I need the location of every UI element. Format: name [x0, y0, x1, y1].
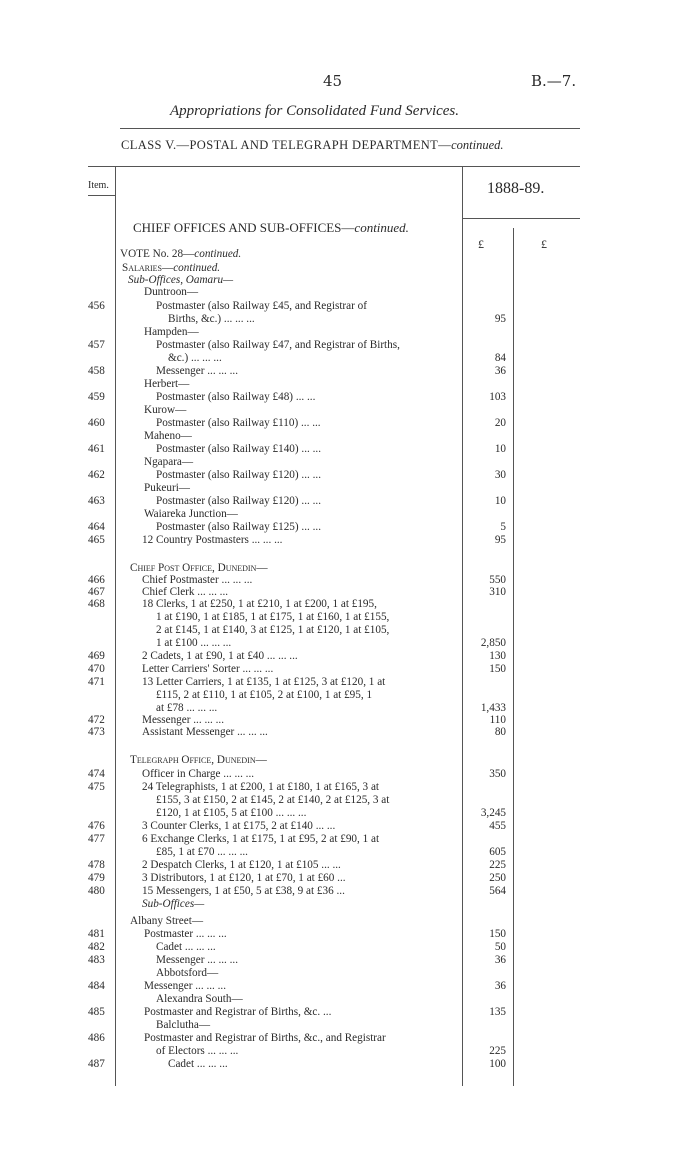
table-row — [0, 846, 580, 859]
table-row — [0, 624, 580, 637]
row-description: Telegraph Office, Dunedin— — [130, 754, 267, 766]
item-number: 481 — [88, 928, 105, 940]
item-number: 460 — [88, 417, 105, 429]
table-row — [0, 781, 580, 794]
class-heading-main: CLASS V.—POSTAL AND TELEGRAPH DEPARTMENT— — [121, 138, 452, 152]
row-description: Albany Street— — [130, 915, 204, 927]
row-amount: 10 — [494, 495, 506, 507]
section-title-main: CHIEF OFFICES AND SUB-OFFICES— — [133, 220, 355, 235]
item-number: 475 — [88, 781, 105, 793]
row-description: Cadet ... ... ... — [168, 1058, 228, 1070]
row-amount: 10 — [494, 443, 506, 455]
table-row — [0, 807, 580, 820]
item-number: 461 — [88, 443, 105, 455]
item-number: 485 — [88, 1006, 105, 1018]
item-number: 480 — [88, 885, 105, 897]
table-row — [0, 404, 580, 417]
table-row — [0, 1019, 580, 1032]
table-row — [0, 300, 580, 313]
row-description: of Electors ... ... ... — [156, 1045, 239, 1057]
row-amount: 135 — [489, 1006, 506, 1018]
row-description: Assistant Messenger ... ... ... — [142, 726, 268, 738]
row-description: Chief Postmaster ... ... ... — [142, 574, 253, 586]
row-amount: 80 — [494, 726, 506, 738]
row-description: Postmaster ... ... ... — [144, 928, 227, 940]
row-description: Letter Carriers' Sorter ... ... ... — [142, 663, 274, 675]
document-reference: B.—7. — [531, 72, 577, 90]
row-description: 1 at £100 ... ... ... — [156, 637, 232, 649]
row-description: Abbotsford— — [156, 967, 219, 979]
table-row — [0, 820, 580, 833]
row-amount: 95 — [494, 313, 506, 325]
row-description: 6 Exchange Clerks, 1 at £175, 1 at £95, 2 at £90, 1 at — [142, 833, 380, 845]
row-description: VOTE No. 28—continued. — [120, 248, 242, 260]
table-row — [0, 391, 580, 404]
row-amount: 30 — [494, 469, 506, 481]
row-description: Chief Post Office, Dunedin— — [130, 562, 268, 574]
table-row — [0, 689, 580, 702]
table-row — [0, 768, 580, 781]
item-number: 463 — [88, 495, 105, 507]
row-amount: 50 — [494, 941, 506, 953]
item-number: 473 — [88, 726, 105, 738]
row-description: Sub-Offices— — [142, 898, 205, 910]
item-number: 479 — [88, 872, 105, 884]
table-row — [0, 469, 580, 482]
row-amount: 5 — [500, 521, 506, 533]
item-number: 470 — [88, 663, 105, 675]
item-number: 471 — [88, 676, 105, 688]
row-description: £120, 1 at £105, 5 at £100 ... ... ... — [156, 807, 307, 819]
year-header-rule — [462, 218, 580, 219]
row-description: Duntroon— — [144, 286, 199, 298]
class-heading-continued: continued. — [451, 138, 504, 152]
row-description: Postmaster (also Railway £140) ... ... — [156, 443, 321, 455]
item-number: 467 — [88, 586, 105, 598]
row-description: Messenger ... ... ... — [156, 365, 239, 377]
row-description: 15 Messengers, 1 at £50, 5 at £38, 9 at £36 ... — [142, 885, 345, 897]
table-row — [0, 650, 580, 663]
row-amount: 3,245 — [480, 807, 506, 819]
table-row — [0, 611, 580, 624]
item-number: 464 — [88, 521, 105, 533]
item-number: 478 — [88, 859, 105, 871]
item-number: 458 — [88, 365, 105, 377]
table-row — [0, 915, 580, 928]
item-number: 468 — [88, 598, 105, 610]
row-description: Ngapara— — [144, 456, 194, 468]
row-amount: 20 — [494, 417, 506, 429]
row-amount: 250 — [489, 872, 506, 884]
item-number: 456 — [88, 300, 105, 312]
table-row — [0, 482, 580, 495]
table-row — [0, 521, 580, 534]
page-subtitle: Appropriations for Consolidated Fund Services. — [170, 103, 460, 119]
table-row — [0, 1006, 580, 1019]
row-description: at £78 ... ... ... — [156, 702, 218, 714]
table-row — [0, 941, 580, 954]
row-description: Postmaster (also Railway £110) ... ... — [156, 417, 321, 429]
row-description: £155, 3 at £150, 2 at £145, 2 at £140, 2 at £125, 3 at — [156, 794, 390, 806]
table-row — [0, 378, 580, 391]
row-amount: 150 — [489, 928, 506, 940]
row-description: Postmaster (also Railway £47, and Registrar of Births, — [156, 339, 400, 351]
row-amount: 1,433 — [480, 702, 506, 714]
item-number: 459 — [88, 391, 105, 403]
row-description: Chief Clerk ... ... ... — [142, 586, 229, 598]
table-row — [0, 663, 580, 676]
table-row — [0, 954, 580, 967]
row-description: Salaries—continued. — [122, 262, 221, 274]
table-row — [0, 794, 580, 807]
row-description: 12 Country Postmasters ... ... ... — [142, 534, 283, 546]
row-amount: 550 — [489, 574, 506, 586]
table-row — [0, 885, 580, 898]
currency-symbol-left: £ — [478, 237, 484, 251]
item-number: 482 — [88, 941, 105, 953]
table-row — [0, 443, 580, 456]
year-column-header: 1888-89. — [487, 180, 545, 197]
table-row — [0, 1032, 580, 1045]
table-row — [0, 248, 580, 261]
row-description: Postmaster (also Railway £48) ... ... — [156, 391, 316, 403]
item-number: 465 — [88, 534, 105, 546]
table-row — [0, 352, 580, 365]
row-description: £85, 1 at £70 ... ... ... — [156, 846, 248, 858]
table-row — [0, 833, 580, 846]
table-row — [0, 365, 580, 378]
page-number: 45 — [323, 72, 343, 90]
item-number: 484 — [88, 980, 105, 992]
table-row — [0, 1045, 580, 1058]
item-number: 487 — [88, 1058, 105, 1070]
row-description: Postmaster (also Railway £45, and Registrar of — [156, 300, 367, 312]
row-description: Cadet ... ... ... — [156, 941, 216, 953]
subtitle-rule — [120, 128, 580, 129]
item-number: 474 — [88, 768, 105, 780]
row-description: 1 at £190, 1 at £185, 1 at £175, 1 at £160, 1 at £155, — [156, 611, 390, 623]
row-amount: 36 — [494, 954, 506, 966]
item-number: 466 — [88, 574, 105, 586]
row-amount: 605 — [489, 846, 506, 858]
item-number: 469 — [88, 650, 105, 662]
table-top-rule — [88, 166, 580, 167]
table-row — [0, 339, 580, 352]
row-amount: 455 — [489, 820, 506, 832]
table-row — [0, 456, 580, 469]
table-row — [0, 898, 580, 911]
row-description: Postmaster (also Railway £125) ... ... — [156, 521, 321, 533]
row-description: Officer in Charge ... ... ... — [142, 768, 255, 780]
table-row — [0, 508, 580, 521]
table-row — [0, 534, 580, 547]
section-title — [133, 220, 409, 236]
item-number: 462 — [88, 469, 105, 481]
row-amount: 103 — [489, 391, 506, 403]
table-row — [0, 495, 580, 508]
section-title-continued: continued. — [354, 220, 409, 235]
row-description: Messenger ... ... ... — [156, 954, 239, 966]
table-row — [0, 637, 580, 650]
item-number: 476 — [88, 820, 105, 832]
row-amount: 110 — [489, 714, 506, 726]
row-description: 2 at £145, 1 at £140, 3 at £125, 1 at £120, 1 at £105, — [156, 624, 390, 636]
item-number: 457 — [88, 339, 105, 351]
row-description: Hampden— — [144, 326, 199, 338]
row-description: Kurow— — [144, 404, 187, 416]
currency-symbol-right: £ — [541, 237, 547, 251]
row-description: 13 Letter Carriers, 1 at £135, 1 at £125, 3 at £120, 1 at — [142, 676, 386, 688]
table-row — [0, 430, 580, 443]
table-row — [0, 598, 580, 611]
table-row — [0, 286, 580, 299]
table-row — [0, 726, 580, 739]
row-amount: 36 — [494, 980, 506, 992]
row-amount: 130 — [489, 650, 506, 662]
row-description: 18 Clerks, 1 at £250, 1 at £210, 1 at £200, 1 at £195, — [142, 598, 377, 610]
row-description: £115, 2 at £110, 1 at £105, 2 at £100, 1 at £95, 1 — [156, 689, 373, 701]
row-amount: 100 — [489, 1058, 506, 1070]
table-row — [0, 928, 580, 941]
row-description: Waiareka Junction— — [144, 508, 238, 520]
table-row — [0, 754, 580, 767]
row-description: Postmaster (also Railway £120) ... ... — [156, 469, 321, 481]
row-description: &c.) ... ... ... — [168, 352, 222, 364]
row-description: Births, &c.) ... ... ... — [168, 313, 255, 325]
row-description: 3 Distributors, 1 at £120, 1 at £70, 1 at £60 ... — [142, 872, 346, 884]
table-row — [0, 872, 580, 885]
row-description: Balclutha— — [156, 1019, 211, 1031]
item-number: 483 — [88, 954, 105, 966]
item-number: 477 — [88, 833, 105, 845]
row-description: Postmaster and Registrar of Births, &c. ... — [144, 1006, 332, 1018]
item-header-rule — [88, 195, 115, 196]
row-description: Messenger ... ... ... — [142, 714, 225, 726]
row-amount: 84 — [494, 352, 506, 364]
table-row — [0, 967, 580, 980]
row-amount: 225 — [489, 859, 506, 871]
table-row — [0, 326, 580, 339]
table-row — [0, 859, 580, 872]
row-amount: 36 — [494, 365, 506, 377]
row-description: 2 Despatch Clerks, 1 at £120, 1 at £105 ... ... — [142, 859, 341, 871]
class-heading — [121, 138, 504, 153]
item-column-header: Item. — [88, 180, 109, 191]
row-amount: 564 — [489, 885, 506, 897]
item-number: 486 — [88, 1032, 105, 1044]
row-description: Maheno— — [144, 430, 192, 442]
row-amount: 350 — [489, 768, 506, 780]
table-row — [0, 417, 580, 430]
row-description: Pukeuri— — [144, 482, 190, 494]
row-amount: 310 — [489, 586, 506, 598]
row-description: Sub-Offices, Oamaru— — [128, 274, 234, 286]
table-row — [0, 980, 580, 993]
row-description: Herbert— — [144, 378, 190, 390]
table-row — [0, 993, 580, 1006]
row-description: Postmaster (also Railway £120) ... ... — [156, 495, 321, 507]
row-description: 24 Telegraphists, 1 at £200, 1 at £180, 1 at £165, 3 at — [142, 781, 380, 793]
item-number: 472 — [88, 714, 105, 726]
row-description: Postmaster and Registrar of Births, &c., and Registrar — [144, 1032, 386, 1044]
row-description: Alexandra South— — [156, 993, 243, 1005]
row-amount: 225 — [489, 1045, 506, 1057]
row-amount: 2,850 — [480, 637, 506, 649]
row-description: Messenger ... ... ... — [144, 980, 227, 992]
table-row — [0, 313, 580, 326]
row-amount: 95 — [494, 534, 506, 546]
row-description: 3 Counter Clerks, 1 at £175, 2 at £140 ... ... — [142, 820, 336, 832]
table-row — [0, 676, 580, 689]
row-amount: 150 — [489, 663, 506, 675]
table-row — [0, 1058, 580, 1071]
row-description: 2 Cadets, 1 at £90, 1 at £40 ... ... ... — [142, 650, 298, 662]
